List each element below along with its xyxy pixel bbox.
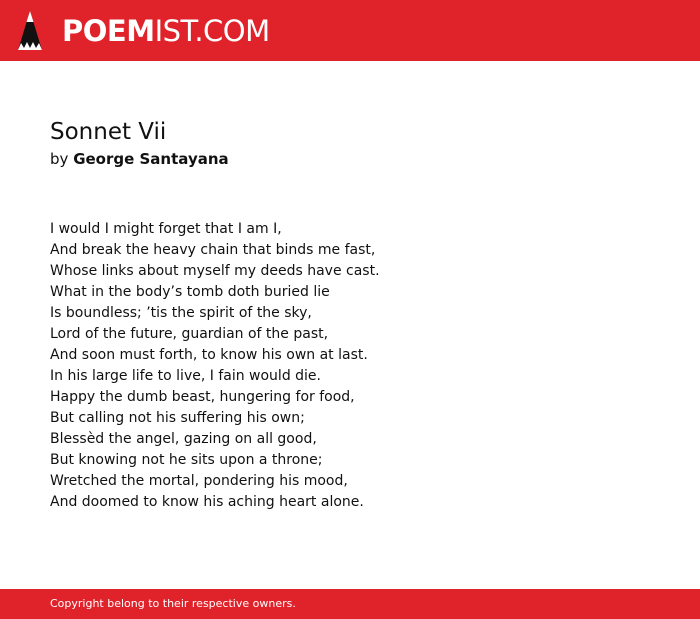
poem-line: Whose links about myself my deeds have cast. [50, 263, 380, 279]
poem-line: And break the heavy chain that binds me fast, [50, 242, 376, 258]
site-footer [0, 589, 700, 619]
poem-line: But knowing not he sits upon a throne; [50, 452, 323, 468]
poem-byline [50, 149, 229, 169]
poem-title: Sonnet Vii [50, 119, 167, 145]
pencil-tip-icon[interactable] [17, 10, 43, 52]
poem-line: I would I might forget that I am I, [50, 221, 282, 237]
poem-line: Happy the dumb beast, hungering for food, [50, 389, 355, 405]
poem-line: But calling not his suffering his own; [50, 410, 305, 426]
site-header [0, 0, 700, 61]
poem-line: And soon must forth, to know his own at last. [50, 347, 368, 363]
poem-line: Lord of the future, guardian of the past, [50, 326, 329, 342]
poem-line: And doomed to know his aching heart alone. [50, 494, 364, 510]
logo-text-bold: POEM [62, 14, 155, 48]
poem-line: In his large life to live, I fain would die. [50, 368, 321, 384]
poem-body [50, 219, 380, 513]
poem-line: Wretched the mortal, pondering his mood, [50, 473, 348, 489]
copyright-notice: Copyright belong to their respective owners. [50, 597, 296, 610]
poem-line: Blessèd the angel, gazing on all good, [50, 431, 317, 447]
poem-line: What in the body’s tomb doth buried lie [50, 284, 330, 300]
byline-prefix: by [50, 150, 69, 168]
poem-line: Is boundless; ’tis the spirit of the sky, [50, 305, 312, 321]
site-logo-link[interactable] [62, 12, 270, 50]
poem-author: George Santayana [73, 150, 229, 168]
logo-text-light: IST.COM [154, 14, 270, 48]
